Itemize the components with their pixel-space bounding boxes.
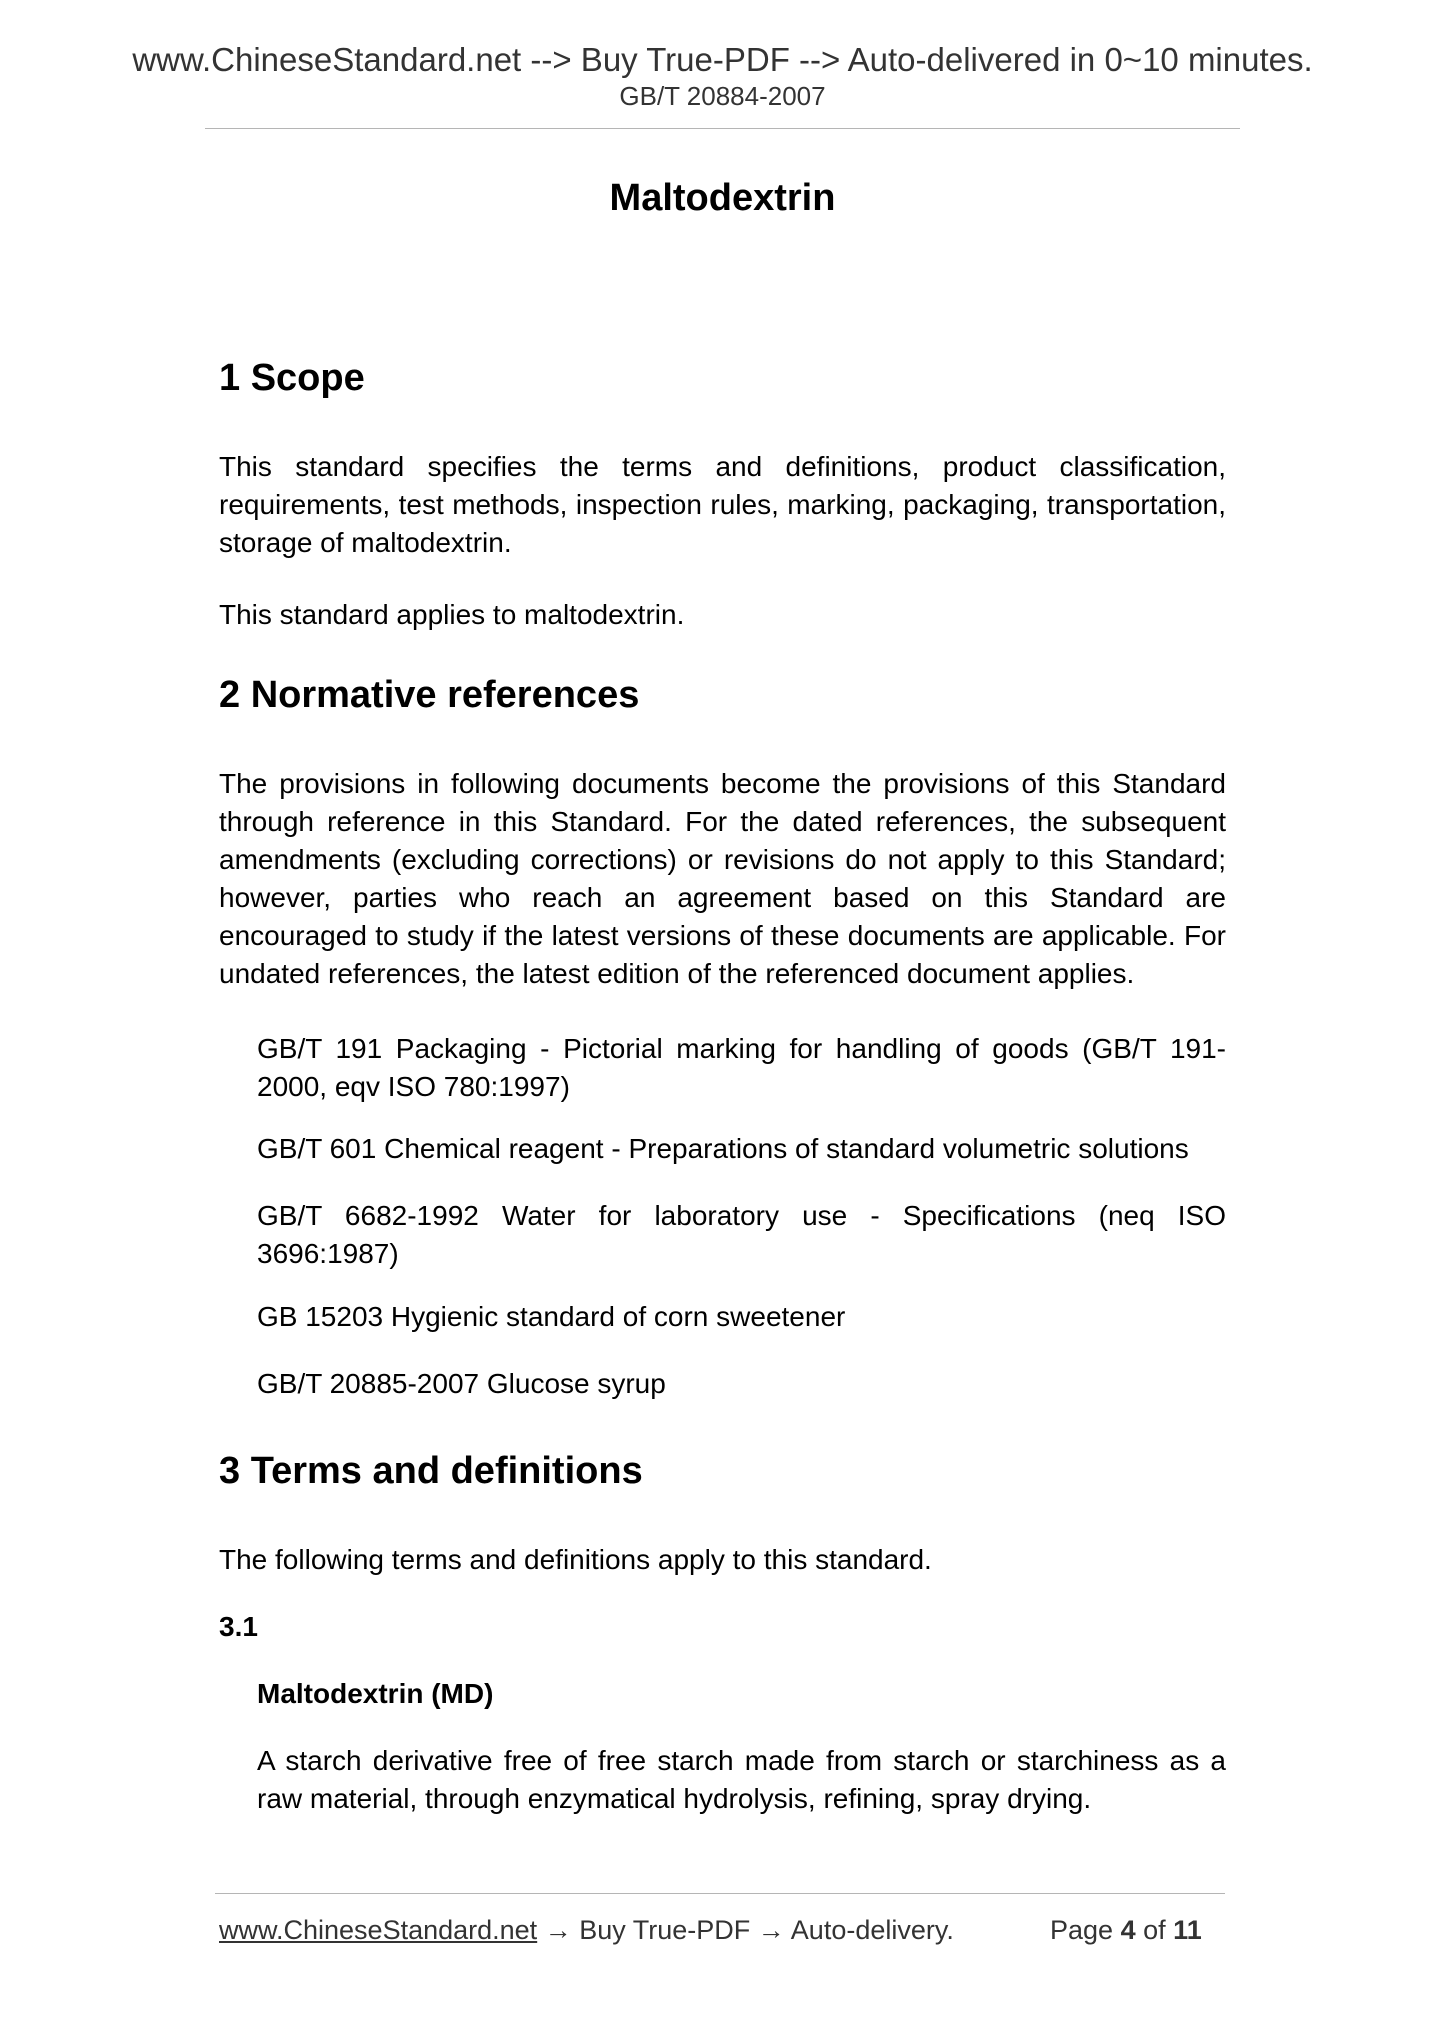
footer-buy-label: Buy True-PDF <box>579 1915 751 1945</box>
footer-site-link[interactable]: www.ChineseStandard.net <box>219 1915 538 1945</box>
normative-paragraph: The provisions in following documents become the provisions of this Standard through reference in this Standard. For the dated references, the subsequent amendments (excluding corrections) or revisions do not apply to this Standard; however, parties who reach an agreement based on this Standard are encouraged to study if the latest versions of these documents are applicable. For undated references, the latest edition of the referenced document applies. <box>219 768 1226 989</box>
footer-delivery-label: Auto-delivery. <box>790 1915 954 1945</box>
arrow-right-icon: → <box>757 1915 785 1945</box>
term-definition: A starch derivative free of free starch made from starch or starchiness as a raw material, through enzymatical hydrolysis, refining, spray drying. <box>257 1745 1226 1814</box>
reference-item: GB 15203 Hygienic standard of corn sweetener <box>257 1301 846 1332</box>
reference-item: GB/T 6682-1992 Water for laboratory use - Specifications (neq ISO 3696:1987) <box>257 1200 1226 1269</box>
arrow-right-icon: → <box>544 1915 572 1945</box>
page-of-label: of <box>1143 1915 1166 1945</box>
reference-item: GB/T 601 Chemical reagent - Preparations of standard volumetric solutions <box>257 1133 1189 1164</box>
page-title: Maltodextrin <box>609 177 836 219</box>
page-total: 11 <box>1173 1915 1202 1945</box>
header-divider <box>205 128 1240 129</box>
reference-item: GB/T 191 Packaging - Pictorial marking for handling of goods (GB/T 191-2000, eqv ISO 780:1997) <box>257 1033 1226 1102</box>
section-heading-normative-references: 2 Normative references <box>219 674 640 716</box>
section-heading-terms-and-definitions: 3 Terms and definitions <box>219 1450 643 1492</box>
standard-code: GB/T 20884-2007 <box>619 81 826 111</box>
scope-paragraph-1: This standard specifies the terms and definitions, product classification, requirements, test methods, inspection rules, marking, packaging, transportation, storage of maltodextrin. <box>219 451 1226 558</box>
page-label: Page <box>1050 1915 1114 1945</box>
footer-divider <box>215 1893 1225 1894</box>
section-heading-scope: 1 Scope <box>219 357 365 399</box>
scope-paragraph-2: This standard applies to maltodextrin. <box>219 599 685 630</box>
terms-intro: The following terms and definitions apply to this standard. <box>219 1544 932 1575</box>
page-current: 4 <box>1120 1915 1136 1945</box>
term-number: 3.1 <box>219 1611 258 1642</box>
term-name: Maltodextrin (MD) <box>257 1678 494 1709</box>
header-banner: www.ChineseStandard.net --> Buy True-PDF --> Auto-delivered in 0~10 minutes. <box>132 41 1313 78</box>
reference-item: GB/T 20885-2007 Glucose syrup <box>257 1368 666 1399</box>
page-indicator <box>1050 1913 1202 1947</box>
footer-links <box>219 1913 954 1947</box>
